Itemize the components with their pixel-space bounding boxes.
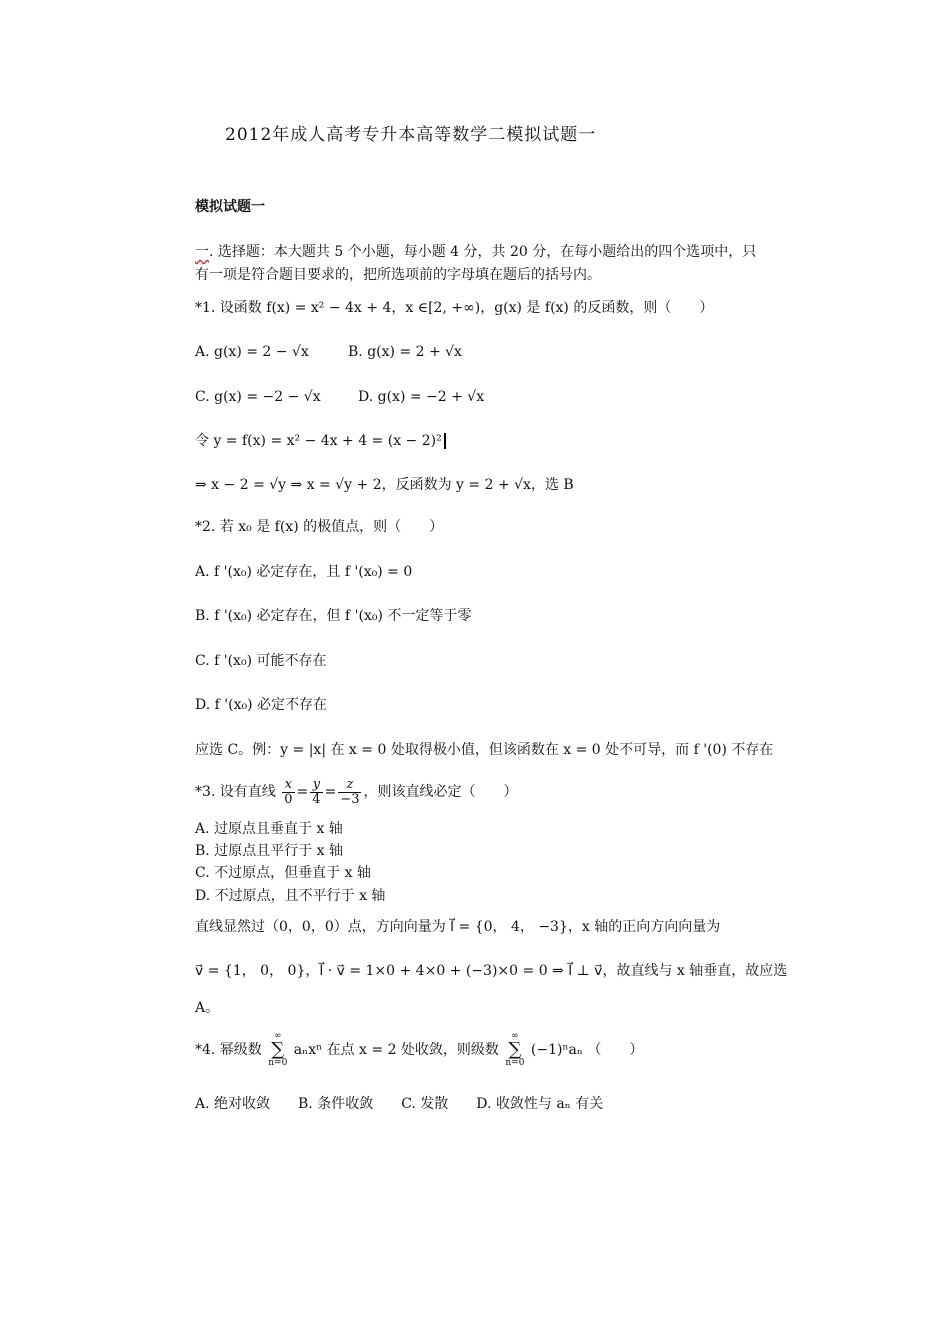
intro-line-1 [195, 243, 756, 261]
q4-suffix: (−1)ⁿaₙ （ ） [530, 1042, 644, 1058]
question-2: *2. 若 x₀ 是 f(x) 的极值点，则（ ） [195, 519, 444, 535]
q2-solution: 应选 C。例：y = |x| 在 x = 0 处取得极小值，但该函数在 x = 0 处不可导，而 f '(0) 不存在 [195, 742, 774, 758]
q2-option-b: B. f '(x₀) 必定存在，但 f '(x₀) 不一定等于零 [195, 608, 472, 624]
q3-solution-line-1: 直线显然过（0，0，0）点，方向向量为 l⃗ = {0， 4， −3}，x 轴的正向方向向量为 [195, 919, 721, 935]
q3-solution-line-2: v⃗ = {1， 0， 0}，l⃗ · v⃗ = 1×0 + 4×0 + (−3)×0 = 0 ⇒ l⃗ ⊥ v⃗，故直线与 x 轴垂直，故应选 [195, 963, 788, 979]
sigma-symbol: ∑ [271, 1039, 285, 1060]
q3-fraction-x-num: x [282, 778, 294, 793]
intro-line-2: 有一项是符合题目要求的，把所选项前的字母填在题后的括号内。 [195, 267, 601, 283]
q3-fraction-x [282, 778, 294, 807]
intro-text-1: . 选择题：本大题共 5 个小题，每小题 4 分，共 20 分，在每小题给出的四个选项中，只 [209, 244, 757, 260]
q3-fraction-z-den: −3 [340, 791, 360, 807]
q4-middle: aₙxⁿ 在点 x = 2 处收敛，则级数 [293, 1042, 499, 1058]
text-cursor [444, 433, 446, 449]
intro-prefix: 一 [195, 244, 209, 260]
q3-fraction-z [338, 778, 361, 807]
question-1: *1. 设函数 f(x) = x² − 4x + 4，x ∈[2, +∞)，g(x) 是 f(x) 的反函数，则（ ） [195, 300, 714, 316]
q4-sum1-bottom: n=0 [268, 1058, 288, 1068]
q1-option-a: A. g(x) = 2 − √x [195, 344, 309, 360]
q3-suffix: ，则该直线必定（ ） [363, 784, 518, 800]
q3-option-c: C. 不过原点，但垂直于 x 轴 [195, 865, 371, 881]
q3-prefix: *3. 设有直线 [195, 784, 276, 800]
q3-option-a: A. 过原点且垂直于 x 轴 [195, 821, 343, 837]
q4-prefix: *4. 幂级数 [195, 1042, 262, 1058]
sigma-symbol: ∑ [508, 1039, 522, 1060]
q3-fraction-y [310, 778, 322, 807]
q1-solution-text-1: 令 y = f(x) = x² − 4x + 4 = (x − 2)² [195, 433, 442, 449]
q4-options: A. 绝对收敛 B. 条件收敛 C. 发散 D. 收敛性与 aₙ 有关 [195, 1096, 604, 1112]
document-title: 2012年成人高考专升本高等数学二模拟试题一 [225, 125, 597, 145]
q4-sum2-top: ∞ [511, 1031, 519, 1041]
q4-sum2-bottom: n=0 [505, 1058, 525, 1068]
q1-option-d: D. g(x) = −2 + √x [358, 389, 485, 405]
q2-option-d: D. f '(x₀) 必定不存在 [195, 697, 327, 713]
q1-option-b: B. g(x) = 2 + √x [348, 344, 462, 360]
q2-option-a: A. f '(x₀) 必定存在，且 f '(x₀) = 0 [195, 564, 413, 580]
question-3: *3. 设有直线 $\frac{x}{0}$ = $\frac{y}{4}$ = $\frac{z}{-3}$ ，则该直线必定（ ） [195, 776, 518, 807]
q3-solution-line-3: A。 [195, 1000, 220, 1016]
q1-solution-line-1 [195, 432, 446, 450]
question-4 [195, 1032, 643, 1068]
q3-fraction-z-num: z [338, 778, 361, 793]
q1-option-c: C. g(x) = −2 − √x [195, 389, 321, 405]
q3-fraction-x-den: 0 [284, 791, 293, 807]
q4-sum1-top: ∞ [274, 1031, 282, 1041]
q2-option-c: C. f '(x₀) 可能不存在 [195, 653, 327, 669]
q3-option-d: D. 不过原点，且不平行于 x 轴 [195, 888, 386, 904]
q3-fraction-y-num: y [310, 778, 322, 793]
q3-fraction-y-den: 4 [312, 791, 321, 807]
q4-summation-2 [505, 1032, 524, 1068]
section-heading: 模拟试题一 [195, 199, 265, 215]
q1-solution-line-2: ⇒ x − 2 = √y ⇒ x = √y + 2，反函数为 y = 2 + √x，选 B [195, 477, 574, 493]
q4-summation-1 [268, 1032, 287, 1068]
q3-option-b: B. 过原点且平行于 x 轴 [195, 843, 343, 859]
